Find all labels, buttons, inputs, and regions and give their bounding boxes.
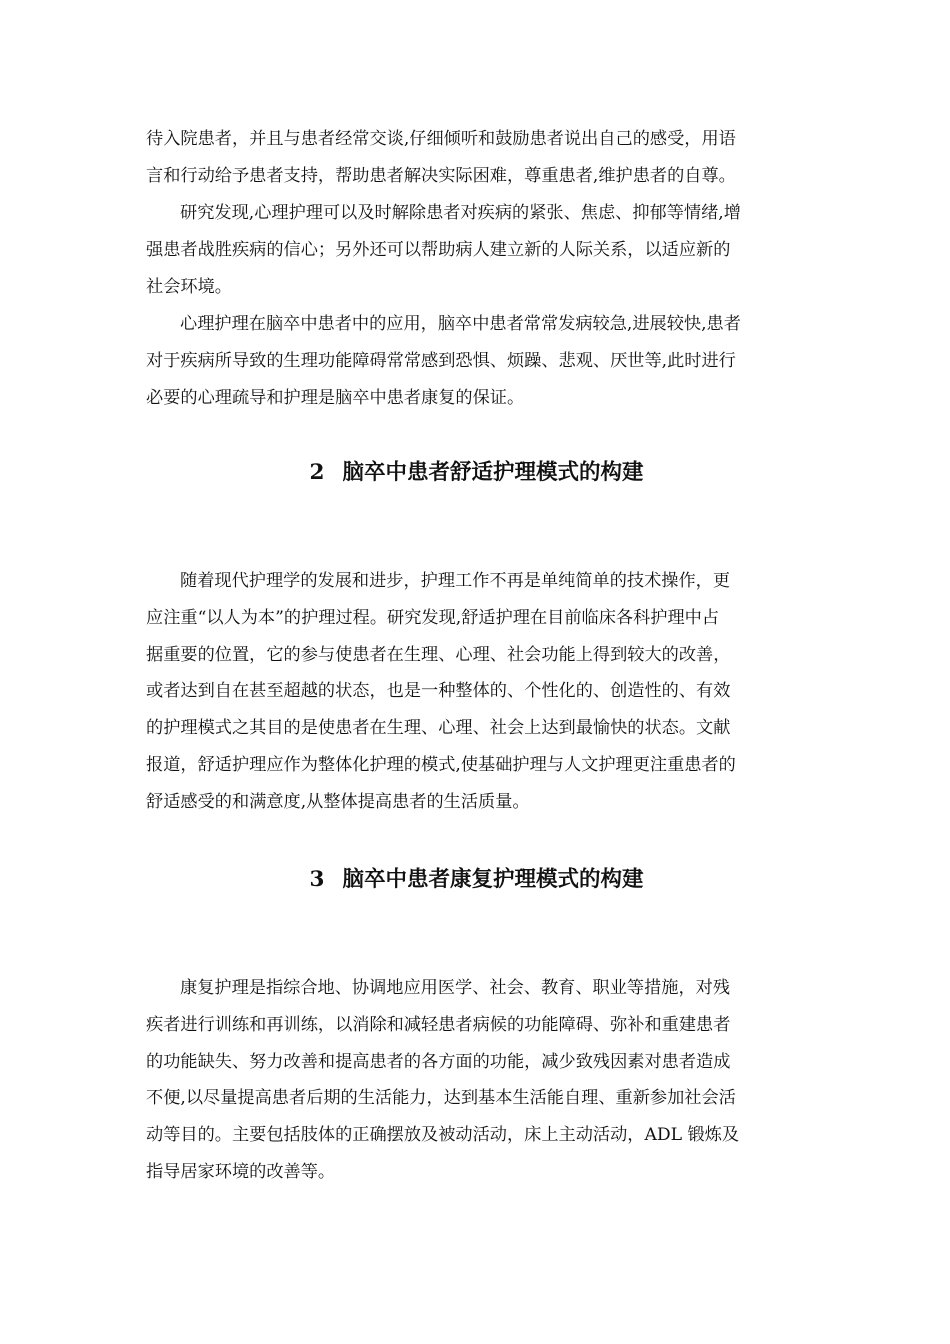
text-line: 不便,以尽量提高患者后期的生活能力，达到基本生活能自理、重新参加社会活 [146, 1088, 736, 1109]
text-line: 疾者进行训练和再训练，以消除和减轻患者病候的功能障碍、弥补和重建患者 [146, 1014, 731, 1035]
paragraph [146, 121, 807, 195]
text-line: 或者达到自在甚至超越的状态，也是一种整体的、个性化的、创造性的、有效 [146, 681, 731, 702]
text-line: 对于疾病所导致的生理功能障碍常常感到恐惧、烦躁、悲观、厌世等,此时进行 [146, 350, 736, 371]
section-title: 脑卒中患者舒适护理模式的构建 [342, 460, 644, 485]
section-title: 脑卒中患者康复护理模式的构建 [342, 867, 644, 892]
text-line: 动等目的。主要包括肢体的正确摆放及被动活动，床上主动活动，ADL 锻炼及 [146, 1125, 740, 1146]
text-line: 的护理模式之其目的是使患者在生理、心理、社会上达到最愉快的状态。文献 [146, 718, 731, 739]
paragraph [146, 306, 807, 416]
text-line: 待入院患者，并且与患者经常交谈,仔细倾听和鼓励患者说出自己的感受，用语 [146, 129, 736, 149]
section-heading [146, 458, 807, 488]
text-line: 应注重“以人为本”的护理过程。研究发现,舒适护理在目前临床各科护理中占 [146, 607, 720, 628]
section-number: 3 [309, 867, 325, 892]
text-line: 的功能缺失、努力改善和提高患者的各方面的功能，减少致残因素对患者造成 [146, 1051, 731, 1072]
text-line: 报道，舒适护理应作为整体化护理的模式,使基础护理与人文护理更注重患者的 [146, 754, 736, 775]
text-line: 舒适感受的和满意度,从整体提高患者的生活质量。 [146, 791, 530, 812]
paragraph [146, 195, 807, 305]
text-line: 随着现代护理学的发展和进步，护理工作不再是单纯简单的技术操作，更 [180, 571, 731, 591]
text-line: 据重要的位置，它的参与使患者在生理、心理、社会功能上得到较大的改善， [146, 644, 731, 665]
text-line: 社会环境。 [146, 276, 232, 297]
section-number: 2 [309, 460, 325, 485]
text-line: 心理护理在脑卒中患者中的应用，脑卒中患者常常发病较急,进展较快,患者 [180, 314, 741, 334]
paragraph [146, 970, 807, 1191]
text-line: 康复护理是指综合地、协调地应用医学、社会、教育、职业等措施，对残 [180, 978, 731, 998]
text-line: 强患者战胜疾病的信心；另外还可以帮助病人建立新的人际关系，以适应新的 [146, 239, 731, 260]
text-line: 指导居家环境的改善等。 [146, 1161, 336, 1182]
text-line: 研究发现,心理护理可以及时解除患者对疾病的紧张、焦虑、抑郁等情绪,增 [180, 203, 741, 223]
section-heading [146, 865, 807, 895]
text-line: 言和行动给予患者支持，帮助患者解决实际困难，尊重患者,维护患者的自尊。 [146, 165, 736, 186]
text-line: 必要的心理疏导和护理是脑卒中患者康复的保证。 [146, 387, 525, 408]
paragraph [146, 563, 807, 821]
